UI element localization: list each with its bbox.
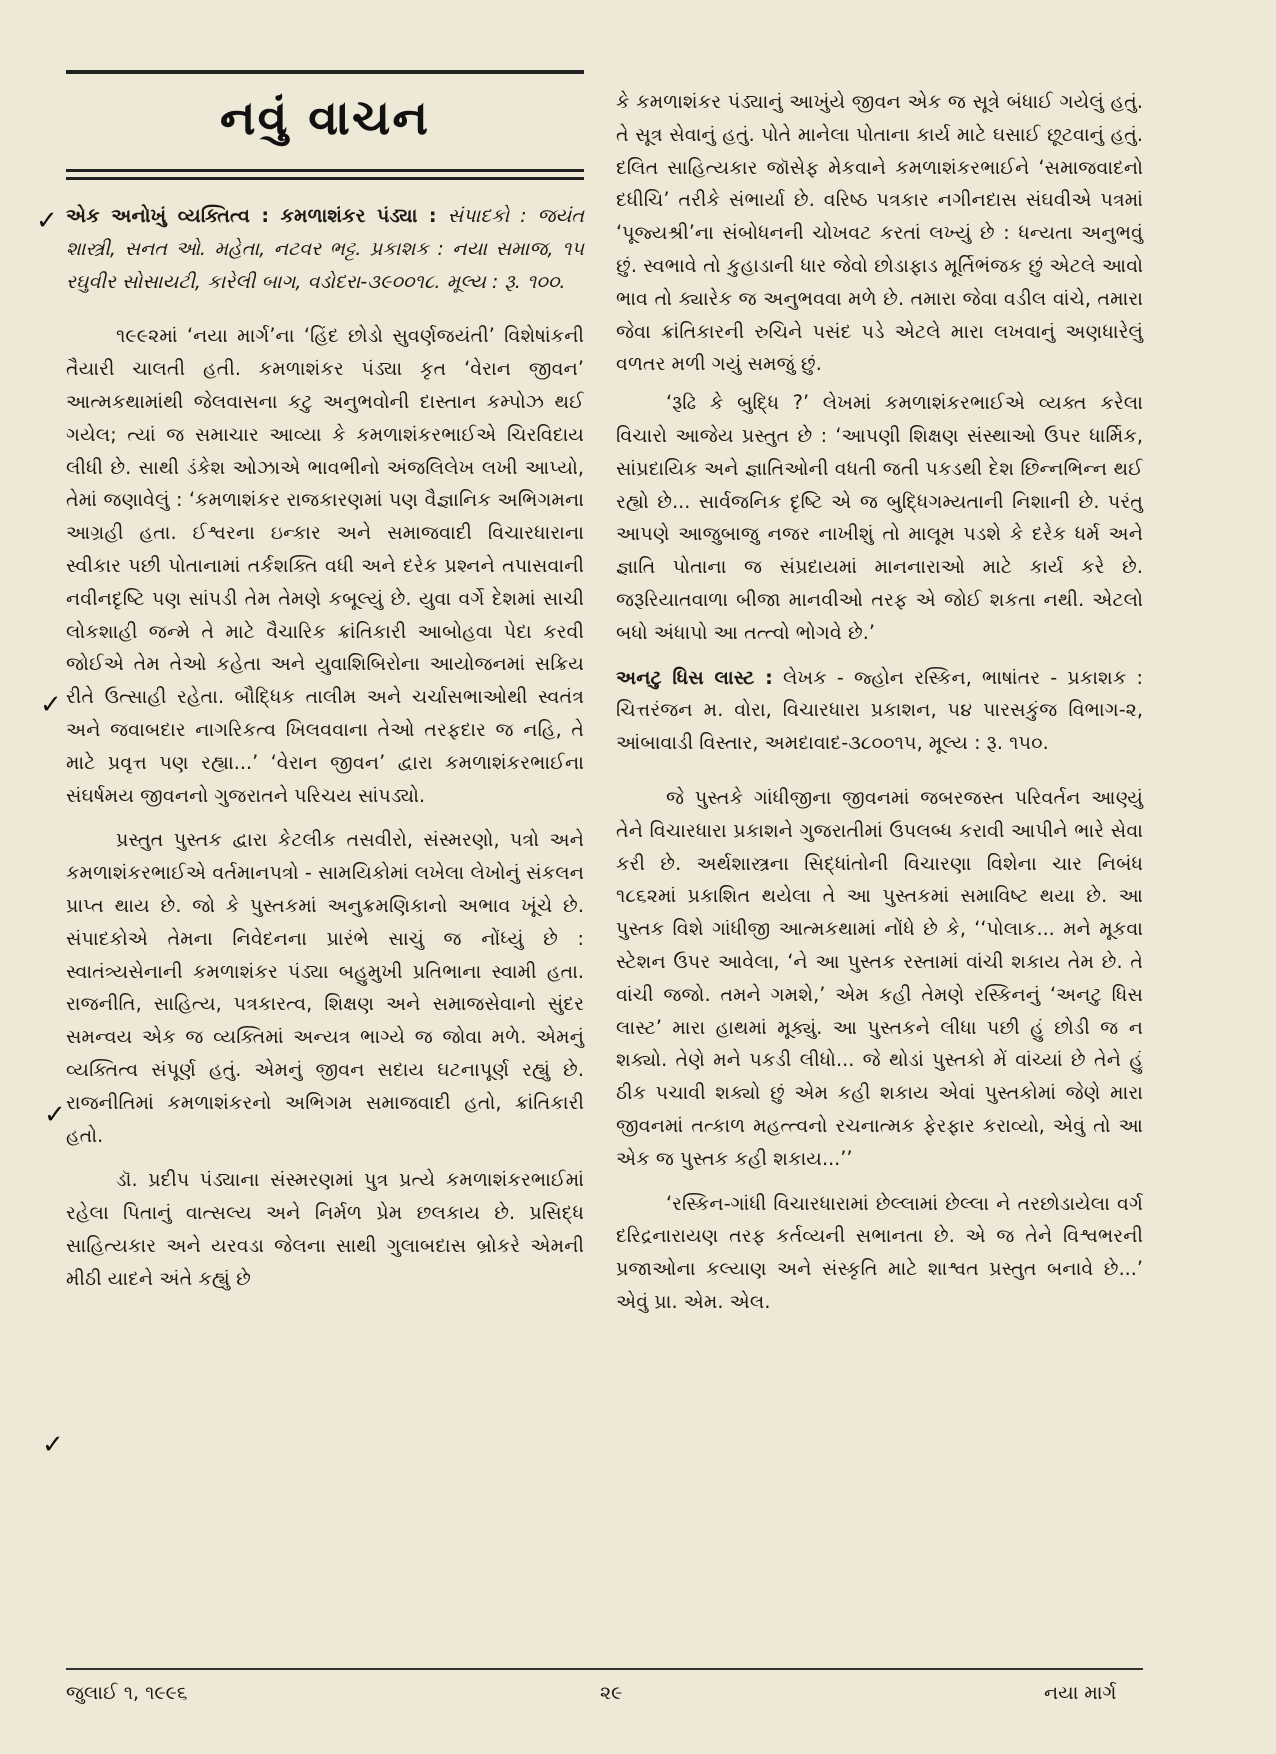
section-heading: નવું વાચન [219, 90, 431, 146]
publication-name: નયા માર્ગ [1044, 1682, 1117, 1704]
left-paragraph-3: ડૉ. પ્રદીપ પંડ્યાના સંસ્મરણમાં પુત્ર પ્રત્યે કમળાશંકરભાઈમાં રહેલા પિતાનું વાત્સલ્ય અને નિર્મળ પ્રેમ છલકાય છે. પ્રસિદ્ધ સાહિત્યકાર અને યરવડા જેલના સાથી ગુલાબદાસ બ્રોકરે એમની મીઠી યાદને અંતે કહ્યું છે [66, 1168, 584, 1290]
left-paragraph-2: પ્રસ્તુત પુસ્તક દ્વારા કેટલીક તસવીરો, સંસ્મરણો, પત્રો અને કમળાશંકરભાઈએ વર્તમાનપત્રો - સામયિકોમાં લખેલા લેખોનું સંકલન પ્રાપ્ત થાય છે. જો કે પુસ્તકમાં અનુક્રમણિકાનો અભાવ ખૂંચે છે. સંપાદકોએ તેમના નિવેદનના પ્રારંભે સાચું જ નોંધ્યું છે : સ્વાતંત્ર્યસેનાની કમળાશંકર પંડ્યા બહુમુખી પ્રતિભાના સ્વામી હતા. રાજનીતિ, સાહિત્ય, પત્રકારત્વ, શિક્ષણ અને સમાજસેવાનો સુંદર સમન્વય એક જ વ્યક્તિમાં અન્યત્ર ભાગ્યે જ જોવા મળે. એમનું વ્યક્તિત્વ સંપૂર્ણ હતું. એમનું જીવન સદાય ઘટનાપૂર્ણ રહ્યું છે. રાજનીતિમાં કમળાશંકરનો અભિગમ સમાજવાદી હતો, ક્રાંતિકારી હતો. [66, 828, 584, 1147]
page-number: ૨૯ [600, 1682, 623, 1704]
check-mark-icon: ✓ [42, 1430, 64, 1460]
book-2-title: અનટુ ધિસ લાસ્ટ : [616, 665, 773, 689]
check-mark-icon: ✓ [40, 690, 62, 720]
top-rule [66, 70, 584, 74]
left-paragraph-1: ૧૯૯૨માં ‘નયા માર્ગ’ના ‘હિંદ છોડો સુવર્ણજયંતી’ વિશેષાંકની તૈયારી ચાલતી હતી. કમળાશંકર પંડ્યા કૃત ‘વેરાન જીવન’ આત્મકથામાંથી જેલવાસના કટુ અનુભવોની દાસ્તાન કમ્પોઝ થઈ ગયેલ; ત્યાં જ સમાચાર આવ્યા કે કમળાશંકરભાઈએ ચિરવિદાય લીધી છે. સાથી ડંકેશ ઓઝાએ ભાવભીનો અંજલિલેખ લખી આપ્યો, તેમાં જણાવેલું : ‘કમળાશંકર રાજકારણમાં પણ વૈજ્ઞાનિક અભિગમના આગ્રહી હતા. ઈશ્વરના ઇન્કાર અને સમાજવાદી વિચારધારાના સ્વીકાર પછી પોતાનામાં તર્કશક્તિ વધી અને દરેક પ્રશ્નને તપાસવાની નવીનદૃષ્ટિ પણ સાંપડી તેમ તેમણે કબૂલ્યું છે. યુવા વર્ગે દેશમાં સાચી લોકશાહી જન્મે તે માટે વૈચારિક ક્રાંતિકારી આબોહવા પેદા કરવી જોઈએ તેમ તેઓ કહેતા અને યુવાશિબિરોના આયોજનમાં સક્રિય રીતે ઉત્સાહી રહેતા. બૌદ્ધિક તાલીમ અને ચર્ચાસભાઓથી સ્વતંત્ર અને જવાબદાર નાગરિકત્વ ખિલવવાના તેઓ તરફદાર જ નહિ, તે માટે પ્રવૃત્ત પણ રહ્યા...’ ‘વેરાન જીવન’ દ્વારા કમળાશંકરભાઈના સંઘર્ષમય જીવનનો ગુજરાતને પરિચય સાંપડ્યો. [66, 324, 584, 807]
right-column [616, 86, 1143, 1319]
book-1-details: સંપાદકો : જયંત શાસ્ત્રી, સનત ઓ. મહેતા, નટવર ભટ્ટ. પ્રકાશક : નયા સમાજ, ૧૫ રઘુવીર સોસાયટી, કારેલી બાગ, વડોદરા-૩૯૦૦૧૮. મૂલ્ય : રૂ. ૧૦૦. [66, 204, 584, 293]
right-paragraph-2: ‘રૂઢિ કે બુદ્ધિ ?’ લેખમાં કમળાશંકરભાઈએ વ્યક્ત કરેલા વિચારો આજેય પ્રસ્તુત છે : ‘આપણી શિક્ષણ સંસ્થાઓ ઉપર ધાર્મિક, સાંપ્રદાયિક અને જ્ઞાતિઓની વધતી જતી પકડથી દેશ છિન્નભિન્ન થઈ રહ્યો છે... સાર્વજનિક દૃષ્ટિ એ જ બુદ્ધિગમ્યતાની નિશાની છે. પરંતુ આપણે આજુબાજુ નજર નાખીશું તો માલૂમ પડશે કે દરેક ધર્મ અને જ્ઞાતિ પોતાના જ સંપ્રદાયમાં માનનારાઓ માટે કાર્ય કરે છે. જરૂરિયાતવાળા બીજા માનવીઓ તરફ એ જોઈ શકતા નથી. એટલો બધો અંધાપો આ તત્ત્વો ભોગવે છે.’ [616, 391, 1143, 644]
footer-rule [66, 1668, 1143, 1670]
right-paragraph-1: કે કમળાશંકર પંડ્યાનું આખુંયે જીવન એક જ સૂત્રે બંધાઈ ગયેલું હતું. તે સૂત્ર સેવાનું હતું. પોતે માનેલા પોતાના કાર્ય માટે ઘસાઈ છૂટવાનું હતું. દલિત સાહિત્યકાર જૉસેફ મેકવાને કમળાશંકરભાઈને ‘સમાજવાદનો દધીચિ’ તરીકે સંભાર્યા છે. વરિષ્ઠ પત્રકાર નગીનદાસ સંઘવીએ પત્રમાં ‘પૂજ્યશ્રી’ના સંબોધનની ચોખવટ કરતાં લખ્યું છે : ધન્યતા અનુભવું છું. સ્વભાવે તો કુહાડાની ધાર જેવો છોડાફાડ મૂર્તિભંજક છું એટલે આવો ભાવ તો ક્યારેક જ અનુભવવા મળે છે. તમારા જેવા વડીલ વાંચે, તમારા જેવા ક્રાંતિકારની રુચિને પસંદ પડે એટલે મારા લખવાનું અણધારેલું વળતર મળી ગયું સમજું છું. [616, 90, 1143, 376]
right-paragraph-4: ‘રસ્કિન-ગાંધી વિચારધારામાં છેલ્લામાં છેલ્લા ને તરછોડાયેલા વર્ગ દરિદ્રનારાયણ તરફ કર્તવ્યની સભાનતા છે. એ જ તેને વિશ્વભરની પ્રજાઓના કલ્યાણ અને સંસ્કૃતિ માટે શાશ્વત પ્રસ્તુત બનાવે છે...’ એવું પ્રા. એમ. એલ. [616, 1191, 1143, 1313]
right-paragraph-3: જે પુસ્તકે ગાંધીજીના જીવનમાં જબરજસ્ત પરિવર્તન આણ્યું તેને વિચારધારા પ્રકાશને ગુજરાતીમાં ઉપલબ્ધ કરાવી આપીને ભારે સેવા કરી છે. અર્થશાસ્ત્રના સિદ્ધાંતોની વિચારણા વિશેના ચાર નિબંધ ૧૮૬૨માં પ્રકાશિત થયેલા તે આ પુસ્તકમાં સમાવિષ્ટ થયા છે. આ પુસ્તક વિશે ગાંધીજી આત્મકથામાં નોંધે છે કે, ‘‘પોલાક... મને મૂકવા સ્ટેશન ઉપર આવેલા, ‘ને આ પુસ્તક રસ્તામાં વાંચી શકાય તેમ છે. તે વાંચી જજો. તમને ગમશે,’ એમ કહી તેમણે રસ્કિનનું ‘અનટુ ધિસ લાસ્ટ’ મારા હાથમાં મૂક્યું. આ પુસ્તકને લીધા પછી હું છોડી જ ન શક્યો. તેણે મને પકડી લીધો... જે થોડાં પુસ્તકો મેં વાંચ્યાં છે તેને હું ઠીક પચાવી શક્યો છું એમ કહી શકાય એવાં પુસ્તકોમાં જેણે મારા જીવનમાં તત્કાળ મહત્ત્વનો રચનાત્મક ફેરફાર કરાવ્યો, એવું તો આ એક જ પુસ્તક કહી શકાય...’’ [616, 785, 1143, 1170]
book-entry-1 [66, 200, 584, 298]
heading-double-rule [66, 169, 584, 180]
check-mark-icon: ✓ [36, 206, 58, 236]
check-mark-icon: ✓ [44, 1100, 66, 1130]
issue-date: જુલાઈ ૧, ૧૯૯૬ [66, 1682, 188, 1704]
book-entry-2 [616, 662, 1143, 760]
book-2-details: લેખક - જ્હોન રસ્કિન, ભાષાંતર - પ્રકાશક : ચિત્તરંજન મ. વોરા, વિચારધારા પ્રકાશન, ૫૪ પારસકુંજ વિભાગ-૨, આંબાવાડી વિસ્તાર, અમદાવાદ-૩૮૦૦૧૫, મૂલ્ય : રૂ. ૧૫૦. [616, 665, 1143, 755]
left-column [66, 70, 584, 1296]
book-1-title: એક અનોખું વ્યક્તિત્વ : કમળાશંકર પંડ્યા : [66, 204, 437, 227]
